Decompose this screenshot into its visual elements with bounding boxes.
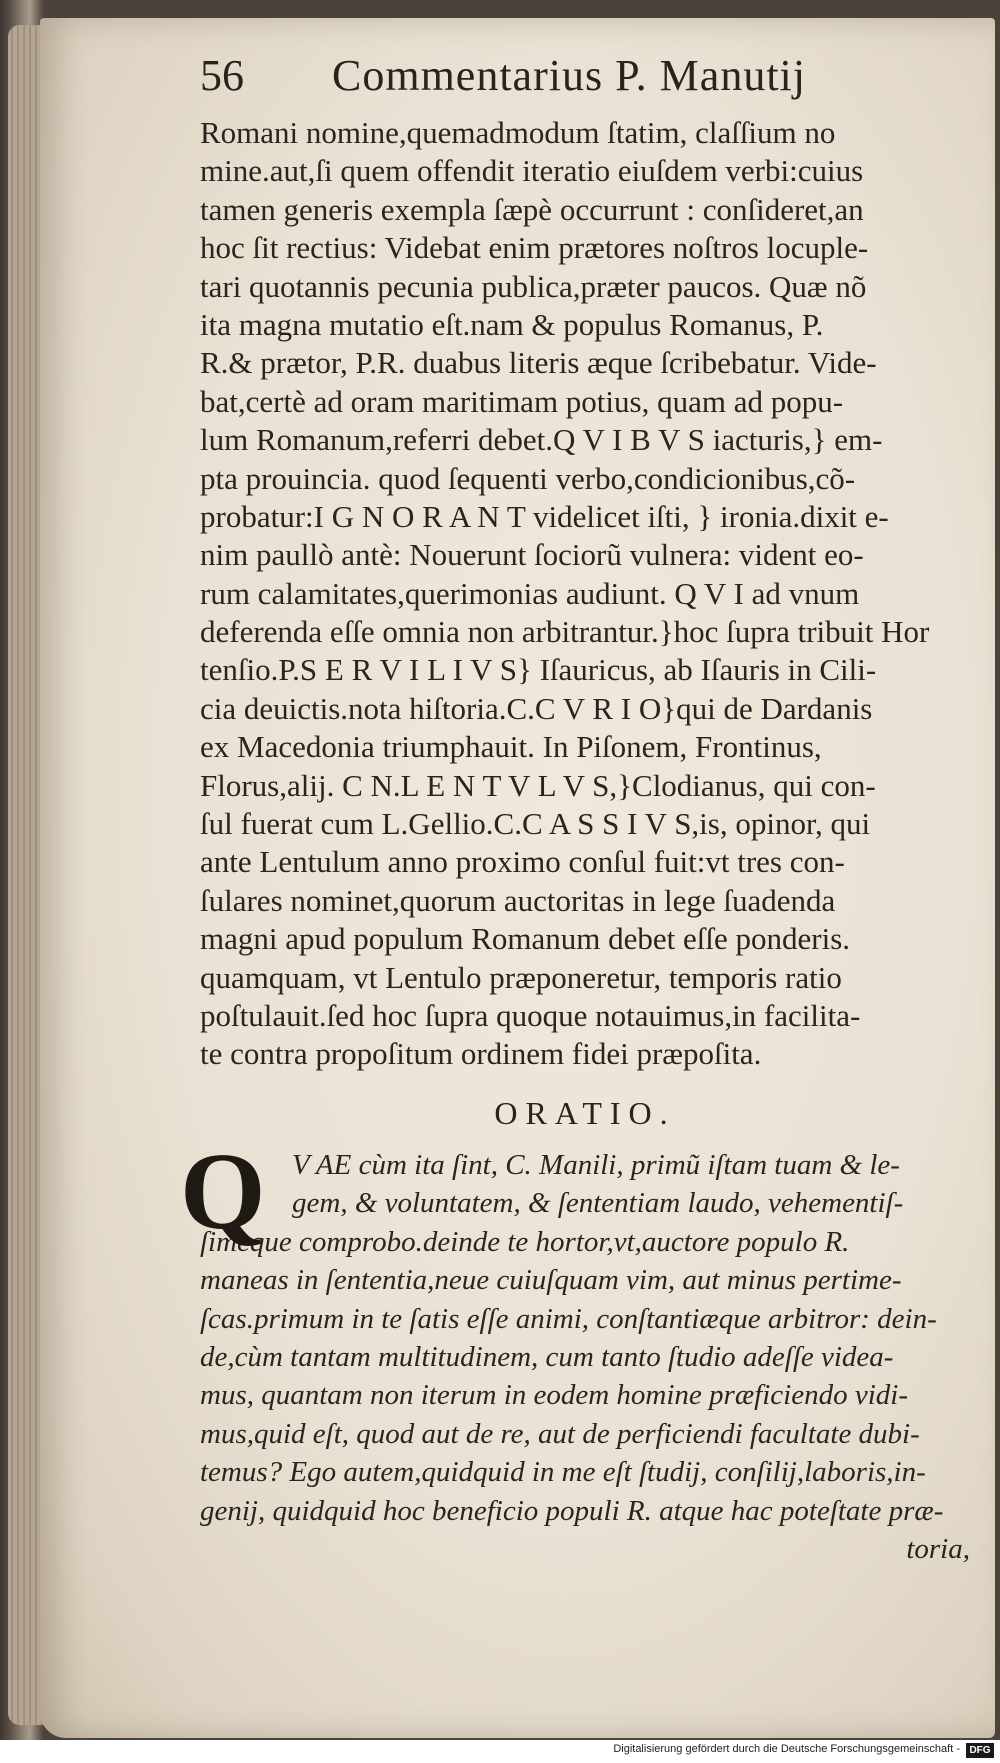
text-line: ſcas.primum in te ſatis eſſe animi, conſtantiæque arbitror: dein-: [200, 1302, 937, 1335]
text-line: mus, quantam non iterum in eodem homine præficiendo vidi-: [200, 1379, 908, 1412]
text-line: Florus,alij. C N.L E N T V L V S,}Clodianus, qui con-: [200, 767, 876, 803]
text-line: Romani nomine,quemadmodum ſtatim, claſſium no: [200, 115, 836, 150]
running-head: Commentarius P. Manutij: [332, 51, 806, 100]
text-line: magni apud populum Romanum debet eſſe ponderis.: [200, 921, 851, 957]
text-line: R.& prætor, P.R. duabus literis æque ſcribebatur. Vide-: [200, 345, 877, 381]
text-line: poſtulauit.ſed hoc ſupra quoque notauimus,in facilita-: [200, 997, 861, 1033]
commentary-text: [200, 114, 970, 1074]
page-header: [200, 50, 980, 110]
text-line: bat,certè ad oram maritimam potius, quam ad popu-: [200, 383, 844, 419]
drop-cap: Q: [180, 1130, 266, 1252]
text-line: cia deuictis.nota hiſtoria.C.C V R I O}qui de Dardanis: [200, 690, 873, 726]
page-number: 56: [200, 51, 244, 100]
text-line: maneas in ſententia,neue cuiuſquam vim, aut minus pertime-: [200, 1264, 902, 1297]
section-heading: ORATIO.: [494, 1095, 676, 1131]
text-line: te contra propoſitum ordinem fidei præpoſita.: [200, 1036, 762, 1072]
text-line: tari quotannis pecunia publica,præter paucos. Quæ nõ: [200, 268, 867, 304]
text-line: mus,quid eſt, quod aut de re, aut de perficiendi facultate dubi-: [200, 1417, 920, 1450]
digitization-footer: [0, 1740, 1000, 1763]
text-line: tamen generis exempla ſæpè occurrunt : conſideret,an: [200, 191, 864, 227]
text-line: genij, quidquid hoc beneficio populi R. atque hac poteſtate præ-: [200, 1494, 944, 1527]
catchword: toria,: [906, 1532, 970, 1565]
text-line: deferenda eſſe omnia non arbitrantur.}hoc ſupra tribuit Hor: [200, 614, 930, 650]
text-line: quamquam, vt Lentulo præponeretur, temporis ratio: [200, 959, 842, 995]
text-line: ſulares nominet,quorum auctoritas in lege ſuadenda: [200, 882, 836, 918]
text-line: ſimeque comprobo.deinde te hortor,vt,auctore populo R.: [200, 1225, 850, 1258]
footer-credit: Digitalisierung gefördert durch die Deutsche Forschungsgemeinschaft -: [613, 1743, 960, 1755]
text-line: nim paullò antè: Nouerunt ſociorũ vulnera: vident eo-: [200, 537, 864, 573]
oration-text: [180, 1130, 970, 1567]
text-line: lum Romanum,referri debet.Q V I B V S iacturis,} em-: [200, 422, 883, 458]
text-line: mine.aut,ſi quem offendit iteratio eiuſdem verbi:cuius: [200, 153, 864, 189]
text-line: rum calamitates,querimonias audiunt. Q V I ad vnum: [200, 575, 860, 611]
dfg-logo: DFG: [966, 1743, 994, 1758]
text-line: ita magna mutatio eſt.nam & populus Romanus, P.: [200, 306, 824, 342]
text-line: pta prouincia. quod ſequenti verbo,condicionibus,cõ-: [200, 460, 856, 496]
text-line: ſul fuerat cum L.Gellio.C.C A S S I V S,is, opinor, qui: [200, 806, 871, 842]
text-line: hoc ſit rectius: Videbat enim prætores noſtros locuple-: [200, 230, 869, 266]
text-line: ante Lentulum anno proximo conſul fuit:vt tres con-: [200, 844, 845, 880]
text-line: probatur:I G N O R A N T videlicet iſti, } ironia.dixit e-: [200, 498, 889, 534]
text-line: tenſio.P.S E R V I L I V S} Iſauricus, ab Iſauris in Cili-: [200, 652, 877, 688]
text-line: de,cùm tantam multitudinem, cum tanto ſtudio adeſſe videa-: [200, 1340, 894, 1373]
text-line: gem, & voluntatem, & ſententiam laudo, vehementiſ-: [292, 1187, 904, 1220]
text-line: temus? Ego autem,quidquid in me eſt ſtudij, conſilij,laboris,in-: [200, 1456, 926, 1489]
text-line: V AE cùm ita ſint, C. Manili, primũ iſtam tuam & le-: [292, 1149, 900, 1181]
text-line: ex Macedonia triumphauit. In Piſonem, Frontinus,: [200, 729, 822, 765]
